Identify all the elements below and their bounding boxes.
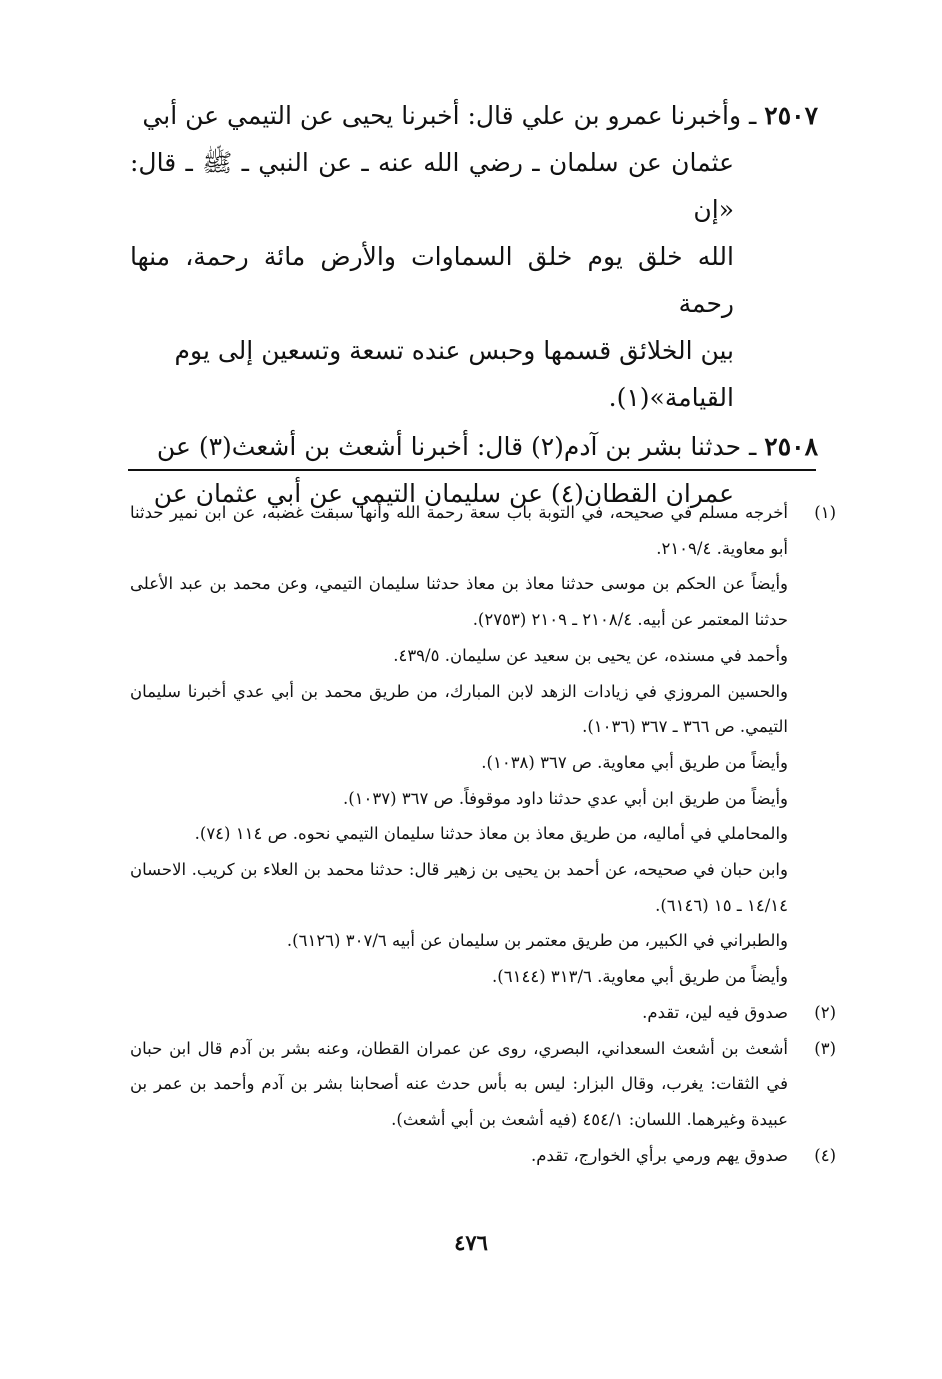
- footnote-paragraph: صدوق فيه لين، تقدم.: [642, 1002, 788, 1022]
- footnote-label: (٢): [814, 1002, 836, 1022]
- footnote-paragraph: والطبراني في الكبير، من طريق معتمر بن سليمان عن أبيه ٣٠٧/٦ (٦١٢٦).: [286, 931, 788, 951]
- hadith-text: ـ حدثنا بشر بن آدم(٢) قال: أخبرنا أشعث بن أشعث(٣) عن: [156, 432, 757, 461]
- footnote-paragraph: والحسين المروزي في زيادات الزهد لابن المبارك، من طريق محمد بن أبي عدي أخبرنا سليمان التيمي. ص ٣٦٦ ـ ٣٦٧ (١٠٣٦).: [130, 681, 788, 737]
- footnote-1: [130, 495, 836, 995]
- hadith-line: بين الخلائق قسمها وحبس عنده تسعة وتسعين إلى يوم: [174, 336, 734, 365]
- footnote-paragraph: وأيضاً من طريق أبي معاوية. ٣١٣/٦ (٦١٤٤).: [492, 967, 788, 987]
- hadith-first-line: [130, 423, 818, 470]
- footnote-paragraph: وأيضاً من طريق أبي معاوية. ص ٣٦٧ (١٠٣٨).: [481, 752, 788, 772]
- footnote-3: [130, 1031, 836, 1138]
- hadith-2507: [130, 92, 818, 421]
- footnote-label: (٤): [814, 1145, 836, 1165]
- footnote-paragraph: وأحمد في مسنده، عن يحيى بن سعيد عن سليمان. ٤٣٩/٥.: [393, 645, 788, 665]
- footnote-paragraph: والمحاملي في أماليه، من طريق معاذ بن معاذ حدثنا سليمان التيمي نحوه. ص ١١٤ (٧٤).: [194, 824, 788, 844]
- footnote-4: [130, 1138, 836, 1174]
- footnote-2: [130, 995, 836, 1031]
- footnote-paragraph: صدوق يهم ورمي برأي الخوارج، تقدم.: [531, 1145, 788, 1165]
- hadith-line: الله خلق يوم خلق السماوات والأرض مائة رحمة، منها رحمة: [130, 242, 734, 318]
- main-text: [130, 92, 818, 517]
- hadith-number: ٢٥٠٨: [764, 432, 818, 461]
- footnote-label: (٣): [814, 1038, 836, 1058]
- footnote-paragraph: وأيضاً من طريق ابن أبي عدي حدثنا داود موقوفاً. ص ٣٦٧ (١٠٣٧).: [342, 788, 788, 808]
- hadith-number: ٢٥٠٧: [764, 101, 818, 130]
- hadith-text: ـ وأخبرنا عمرو بن علي قال: أخبرنا يحيى عن التيمي عن أبي: [142, 101, 757, 130]
- footnotes: [130, 495, 836, 1173]
- footnote-paragraph: وأيضاً عن الحكم بن موسى حدثنا معاذ بن معاذ حدثنا سليمان التيمي، وعن محمد بن عبد الأعلى حدثنا المعتمر عن أبيه. ٢١٠٨/٤ ـ ٢١٠٩ (٢٧٥٣).: [130, 574, 788, 630]
- footnote-body: [130, 1138, 788, 1174]
- footnote-paragraph: وابن حبان في صحيحه، عن أحمد بن يحيى بن زهير قال: حدثنا محمد بن العلاء بن كريب. الاحسان ١٤/١٤ ـ ١٥ (٦١٤٦).: [130, 860, 788, 915]
- hadith-line: عثمان عن سلمان ـ رضي الله عنه ـ عن النبي ـ ﷺ ـ قال: «إن: [130, 148, 734, 224]
- hadith-first-line: [130, 92, 818, 139]
- hadith-line: عمران القطان(٤) عن سليمان التيمي عن أبي عثمان عن: [153, 479, 734, 508]
- footnote-body: [130, 1031, 788, 1138]
- footnote-body: [130, 995, 788, 1031]
- footnote-body: [130, 495, 788, 995]
- footnote-label: (١): [814, 503, 836, 522]
- footnote-paragraph: أخرجه مسلم في صحيحه، في التوبة باب سعة رحمة الله وأنها سبقت غضبه، عن ابن نمير حدثنا أبو معاوية. ٢١٠٩/٤.: [130, 503, 788, 558]
- page-number: ٤٧٦: [454, 1230, 488, 1255]
- footnote-paragraph: أشعث بن أشعث السعداني، البصري، روى عن عمران القطان، وعنه بشر بن آدم قال ابن حبان في الثقات: يغرب، وقال البزار: ليس به بأس حدث عنه أصحابنا بشر بن آدم وأحمد بن عمر بن عبيدة وغيرهما. اللسان: ٤٥٤/١ (فيه أشعث بن أبي أشعث).: [130, 1038, 788, 1129]
- hadith-line: القيامة»(١).: [608, 383, 734, 412]
- footnote-separator: [128, 469, 816, 471]
